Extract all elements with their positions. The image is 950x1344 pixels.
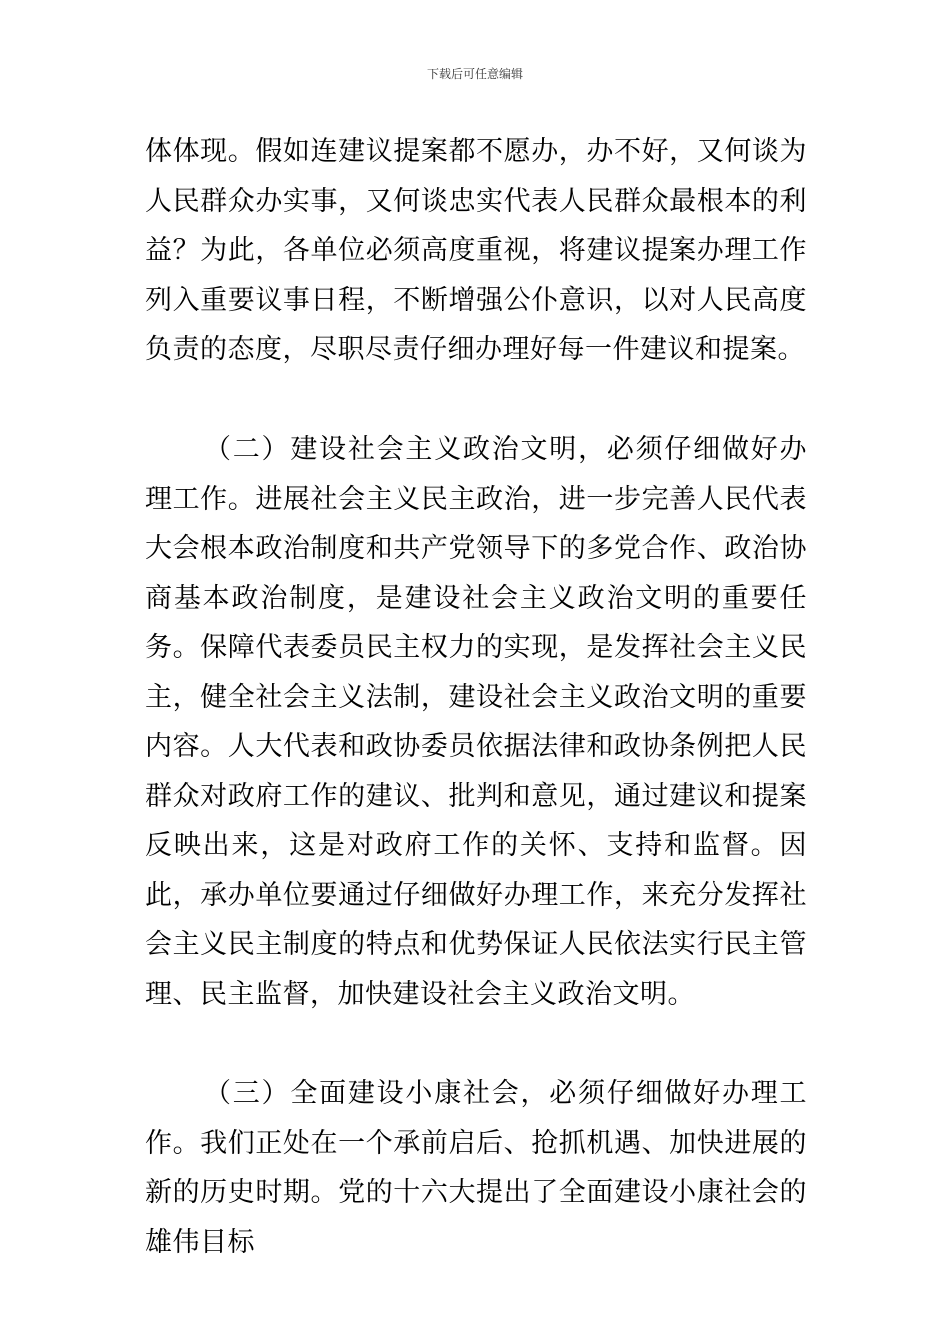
paragraph-2: （二）建设社会主义政治文明，必须仔细做好办理工作。进展社会主义民主政治，进一步完善人民代表大会根本政治制度和共产党领导下的多党合作、政治协商基本政治制度，是建设社会主义政治文明的重要任务。保障代表委员民主权力的实现，是发挥社会主义民主，健全社会主义法制，建设社会主义政治文明的重要内容。人大代表和政协委员依据法律和政协条例把人民群众对政府工作的建议、批判和意见，通过建议和提案反映出来，这是对政府工作的关怀、支持和监督。因此，承办单位要通过仔细做好办理工作，来充分发挥社会主义民主制度的特点和优势保证人民依法实行民主管理、民主监督，加快建设社会主义政治文明。 [145, 434, 807, 1010]
paragraph-3: （三）全面建设小康社会，必须仔细做好办理工作。我们正处在一个承前启后、抢抓机遇、加快进展的新的历史时期。党的十六大提出了全面建设小康社会的雄伟目标 [145, 1078, 807, 1258]
paragraph-1: 体体现。假如连建议提案都不愿办，办不好，又何谈为人民群众办实事，又何谈忠实代表人民群众最根本的利益？为此，各单位必须高度重视，将建议提案办理工作列入重要议事日程，不断增强公仆意识，以对人民高度负责的态度，尽职尽责仔细办理好每一件建议和提案。 [145, 136, 807, 365]
page-header-note: 下载后可任意编辑 [426, 67, 523, 81]
